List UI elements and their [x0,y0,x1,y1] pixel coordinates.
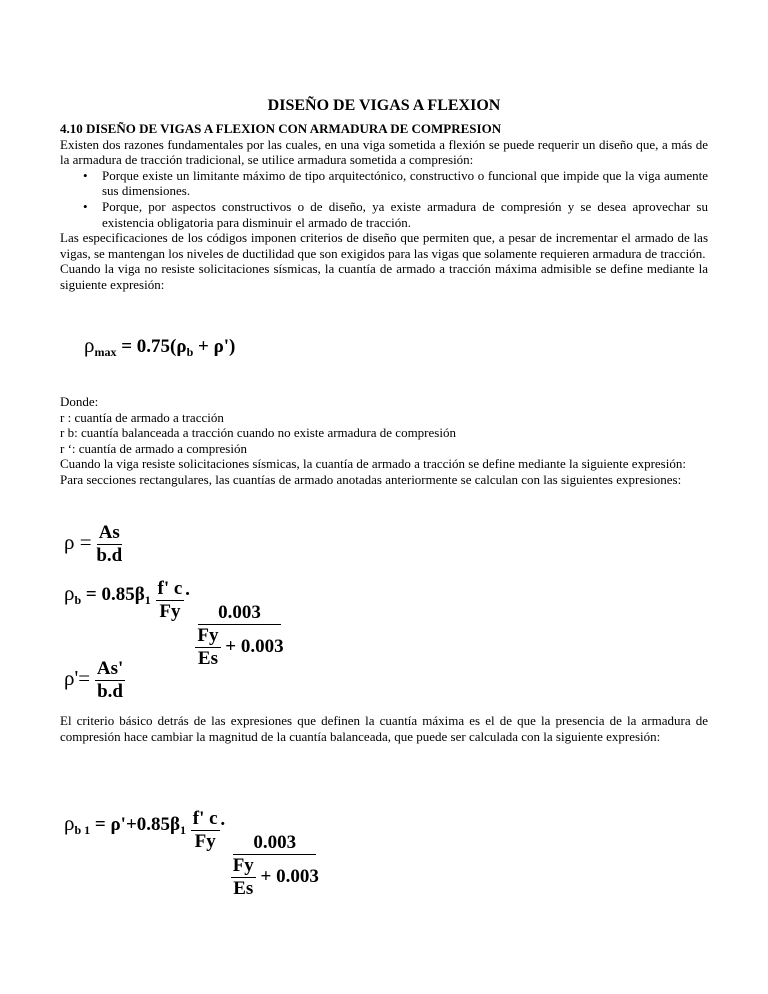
paragraph: Las especificaciones de los códigos imponen criterios de diseño que permiten que, a pesar de incrementar el armado de las vigas, se mantengan los niveles de ductilidad que son exigidos para las vigas que solamente requieren armadura de tracción. [60,230,708,261]
formula-text: ρ = [64,529,92,554]
formula-rho-b1 [64,808,319,900]
formula-subscript: 1 [180,823,187,837]
body-middle [60,394,708,488]
donde-label: Donde: [60,394,99,409]
numerator: As [98,522,120,543]
denominator: b.d [96,545,123,566]
definition: r : cuantía de armado a tracción [60,409,224,425]
section-heading: 4.10 DISEÑO DE VIGAS A FLEXION CON ARMADURA DE COMPRESION [60,121,502,136]
paragraph: El criterio básico detrás de las expresiones que definen la cuantía máxima es el de que la presencia de la armadura de compresión hace cambiar la magnitud de la cuantía balanceada, que puede ser calculada con la siguiente expresión: [60,713,708,744]
formula-symbol: ρ [64,811,75,835]
denominator: Fy [159,601,181,622]
page-title: DISEÑO DE VIGAS A FLEXION [267,97,501,114]
formula-subscript: b [186,345,194,359]
formula-text: + 0.003 [225,635,284,657]
formula-text: = ρ'+0.85β [90,814,181,835]
fraction [195,602,283,670]
intro-paragraph: Existen dos razones fundamentales por las cuales, en una viga sometida a flexión se puede requerir un diseño que, a más de la armadura de tracción tradicional, se utilice armadura sometida a compresión: [60,136,708,168]
body-bottom [60,713,708,744]
numerator: As' [96,658,124,679]
formula-symbol: ρ [64,581,75,605]
reasons-list [60,168,708,230]
formula-rho-max [84,333,235,360]
numerator: Fy [232,855,254,876]
numerator: Fy [197,625,219,646]
list-item: • Porque existe un limitante máximo de tipo arquitectónico, constructivo o funcional que impide que la viga aumente sus dimensiones. [102,168,708,199]
paragraph: Para secciones rectangulares, las cuantías de armado anotadas anteriormente se calculan con las siguientes expresiones: [60,471,682,487]
definition: r ‘: cuantía de armado a compresión [60,440,247,456]
formula-text: ρ'= [64,665,91,690]
formula-text: · [219,814,226,835]
formula-rho-b [64,578,284,670]
numerator: 0.003 [233,832,316,855]
fraction [191,808,220,853]
numerator: f' c [192,808,218,829]
denominator: b.d [97,681,123,702]
numerator: f' c [157,578,183,599]
list-item: • Porque, por aspectos constructivos o de diseño, ya existe armadura de compresión y se desea aprovechar su existencia obligatoria para disminuir el armado de tracción. [102,199,708,230]
formula-text: + ρ') [193,336,236,357]
formula-subscript: max [94,345,117,359]
numerator: 0.003 [198,602,281,625]
formula-rho [64,522,122,567]
formula-text: + 0.003 [260,865,319,887]
definition: r b: cuantía balanceada a tracción cuando no existe armadura de compresión [60,425,456,441]
denominator: Es [233,878,254,899]
fraction [231,832,319,900]
fraction [156,578,185,623]
formula-subscript: b [74,593,82,607]
formula-rho-prime [64,658,125,703]
paragraph: Cuando la viga resiste solicitaciones sísmicas, la cuantía de armado a tracción se define mediante la siguiente expresión: [60,456,686,472]
formula-subscript: b 1 [74,823,91,837]
denominator: Fy [194,831,216,852]
paragraph: Cuando la viga no resiste solicitaciones sísmicas, la cuantía de armado a tracción máxima admisible se define mediante la siguiente expresión: [60,261,708,292]
fraction [96,522,122,567]
fraction [231,855,256,900]
formula-text: = 0.85β [81,584,145,605]
fraction [195,625,220,670]
fraction [95,658,125,703]
formula-text: = 0.75(ρ [121,336,187,357]
denominator [195,625,283,670]
denominator: Es [197,648,218,669]
denominator [231,855,319,900]
formula-text: · [184,584,191,605]
formula-subscript: 1 [144,593,151,607]
body-top [60,121,708,293]
formula-symbol: ρ [84,333,95,357]
